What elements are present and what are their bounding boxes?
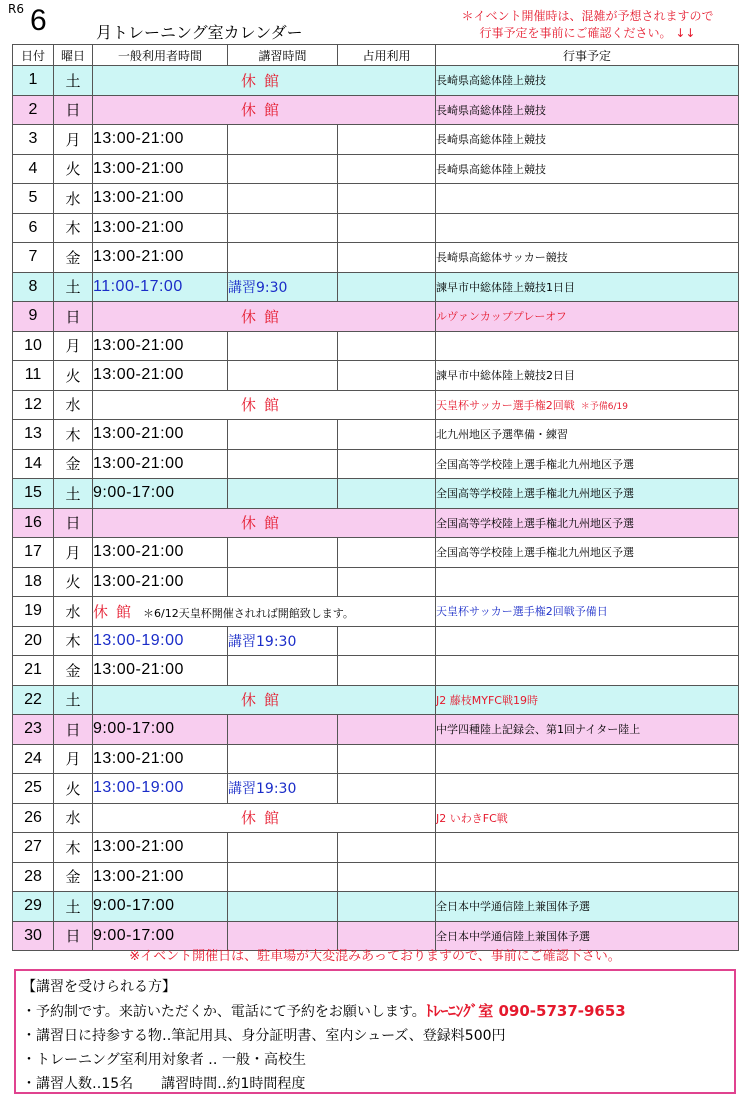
calendar-row — [13, 685, 739, 715]
col-header-general-hours: 一般利用者時間 — [93, 45, 228, 66]
date-cell: 1 — [13, 66, 54, 96]
calendar-table — [12, 44, 739, 951]
date-cell: 8 — [13, 272, 54, 302]
weekday-cell: 火 — [54, 361, 93, 391]
date-cell: 7 — [13, 243, 54, 273]
weekday-cell: 火 — [54, 774, 93, 804]
event-text: 中学四種陸上記録会、第1回ナイター陸上 — [436, 723, 641, 737]
date-cell: 21 — [13, 656, 54, 686]
weekday-cell: 月 — [54, 538, 93, 568]
general-hours-cell: 13:00-21:00 — [93, 744, 228, 774]
general-hours-cell: 13:00-21:00 — [93, 125, 228, 155]
calendar-row — [13, 715, 739, 745]
closed-cell: 休館 — [93, 95, 436, 125]
exclusive-use-cell — [338, 361, 436, 391]
exclusive-use-cell — [338, 774, 436, 804]
date-cell: 10 — [13, 331, 54, 361]
event-text: 天皇杯サッカー選手権2回戦予備日 — [436, 605, 608, 619]
era-label: R6 — [8, 2, 24, 16]
calendar-row — [13, 774, 739, 804]
event-text: 全国高等学校陸上選手権北九州地区予選 — [436, 546, 634, 560]
lecture-hours-cell — [228, 125, 338, 155]
calendar-row — [13, 184, 739, 214]
col-header-weekday: 曜日 — [54, 45, 93, 66]
lecture-hours-cell: 講習9:30 — [228, 272, 338, 302]
exclusive-use-cell — [338, 213, 436, 243]
closed-cell: 休館 — [93, 302, 436, 332]
exclusive-use-cell — [338, 833, 436, 863]
event-cell — [436, 449, 739, 479]
general-hours-cell: 13:00-21:00 — [93, 833, 228, 863]
weekday-cell: 金 — [54, 656, 93, 686]
calendar-row — [13, 125, 739, 155]
event-text: 全国高等学校陸上選手権北九州地区予選 — [436, 487, 634, 501]
general-hours-cell: 13:00-19:00 — [93, 626, 228, 656]
calendar-body — [13, 66, 739, 951]
exclusive-use-cell — [338, 125, 436, 155]
lecture-hours-cell: 講習19:30 — [228, 626, 338, 656]
calendar-row — [13, 213, 739, 243]
info-title: 【講習を受けられる方】 — [22, 979, 176, 995]
event-cell — [436, 213, 739, 243]
calendar-header-row — [13, 45, 739, 66]
event-cell — [436, 95, 739, 125]
event-text: ルヴァンカッププレーオフ — [436, 310, 567, 324]
event-cell — [436, 66, 739, 96]
calendar-row — [13, 508, 739, 538]
date-cell: 17 — [13, 538, 54, 568]
general-hours-cell: 9:00-17:00 — [93, 921, 228, 951]
lecture-info-box — [14, 969, 736, 1094]
calendar-row — [13, 331, 739, 361]
lecture-hours-cell — [228, 243, 338, 273]
calendar-row — [13, 479, 739, 509]
date-cell: 28 — [13, 862, 54, 892]
general-hours-cell: 13:00-19:00 — [93, 774, 228, 804]
event-text: 全国高等学校陸上選手権北九州地区予選 — [436, 516, 634, 530]
event-cell — [436, 243, 739, 273]
lecture-hours-cell — [228, 184, 338, 214]
calendar-row — [13, 449, 739, 479]
lecture-hours-cell — [228, 331, 338, 361]
col-header-exclusive-use: 占用利用 — [338, 45, 436, 66]
event-text: 長崎県高総体陸上競技 — [436, 133, 546, 147]
lecture-hours-cell — [228, 420, 338, 450]
calendar-row — [13, 390, 739, 420]
event-cell — [436, 272, 739, 302]
general-hours-cell: 9:00-17:00 — [93, 892, 228, 922]
closed-cell: 休館 — [93, 685, 436, 715]
weekday-cell: 土 — [54, 479, 93, 509]
calendar-row — [13, 538, 739, 568]
weekday-cell: 水 — [54, 390, 93, 420]
event-cell — [436, 390, 739, 420]
date-cell: 25 — [13, 774, 54, 804]
event-text: 諫早市中総体陸上競技2日目 — [436, 369, 575, 383]
calendar-row — [13, 361, 739, 391]
event-text: J2 いわきFC戦 — [436, 811, 508, 825]
date-cell: 18 — [13, 567, 54, 597]
general-hours-cell: 13:00-21:00 — [93, 567, 228, 597]
general-hours-cell: 13:00-21:00 — [93, 538, 228, 568]
event-cell — [436, 125, 739, 155]
parking-note: ※イベント開催日は、駐車場が大変混みあっておりますので、事前にご確認下さい。 — [129, 949, 621, 964]
lecture-hours-cell — [228, 361, 338, 391]
weekday-cell: 木 — [54, 626, 93, 656]
calendar-row — [13, 803, 739, 833]
weekday-cell: 金 — [54, 449, 93, 479]
exclusive-use-cell — [338, 272, 436, 302]
exclusive-use-cell — [338, 744, 436, 774]
info-line-items: ・講習日に持参する物‥筆記用具、身分証明書、室内シューズ、登録料500円 — [22, 1028, 506, 1044]
event-cell — [436, 597, 739, 627]
weekday-cell: 月 — [54, 125, 93, 155]
phone-number[interactable]: ﾄﾚｰﾆﾝｸﾞ室 090-5737-9653 — [425, 1002, 626, 1020]
general-hours-cell: 13:00-21:00 — [93, 213, 228, 243]
calendar-row — [13, 626, 739, 656]
general-hours-cell: 13:00-21:00 — [93, 331, 228, 361]
lecture-hours-cell — [228, 715, 338, 745]
lecture-hours-cell — [228, 479, 338, 509]
calendar-row — [13, 66, 739, 96]
general-hours-cell: 9:00-17:00 — [93, 715, 228, 745]
date-cell: 9 — [13, 302, 54, 332]
calendar-row — [13, 243, 739, 273]
weekday-cell: 日 — [54, 95, 93, 125]
page-title: 月トレーニング室カレンダー — [96, 23, 303, 42]
event-cell — [436, 803, 739, 833]
event-text: 長崎県高総体陸上競技 — [436, 103, 546, 117]
event-cell — [436, 892, 739, 922]
date-cell: 19 — [13, 597, 54, 627]
closed-cell: 休館 — [93, 390, 436, 420]
date-cell: 3 — [13, 125, 54, 155]
event-notice-line1: ＊イベント開催時は、混雑が予想されますので — [461, 9, 714, 23]
weekday-cell: 水 — [54, 184, 93, 214]
date-cell: 13 — [13, 420, 54, 450]
weekday-cell: 水 — [54, 597, 93, 627]
event-cell — [436, 302, 739, 332]
calendar-row — [13, 420, 739, 450]
event-text: 全日本中学通信陸上兼国体予選 — [436, 900, 590, 914]
exclusive-use-cell — [338, 331, 436, 361]
event-cell — [436, 184, 739, 214]
event-cell — [436, 508, 739, 538]
col-header-date: 日付 — [13, 45, 54, 66]
weekday-cell: 月 — [54, 744, 93, 774]
weekday-cell: 金 — [54, 862, 93, 892]
event-text: 全日本中学通信陸上兼国体予選 — [436, 929, 590, 943]
closed-cell: 休館 — [93, 66, 436, 96]
weekday-cell: 木 — [54, 213, 93, 243]
exclusive-use-cell — [338, 420, 436, 450]
general-hours-cell: 13:00-21:00 — [93, 154, 228, 184]
event-text: 諫早市中総体陸上競技1日目 — [436, 280, 575, 294]
exclusive-use-cell — [338, 862, 436, 892]
calendar-row — [13, 892, 739, 922]
calendar-row — [13, 95, 739, 125]
exclusive-use-cell — [338, 184, 436, 214]
calendar-row — [13, 154, 739, 184]
closed-note-text: ＊6/12天皇杯開催されれば開館致します。 — [143, 606, 354, 620]
weekday-cell: 土 — [54, 66, 93, 96]
event-text: 北九州地区予選準備・練習 — [436, 428, 568, 442]
weekday-cell: 火 — [54, 154, 93, 184]
event-text: J2 藤枝MYFC戦19時 — [436, 693, 538, 707]
weekday-cell: 火 — [54, 567, 93, 597]
event-cell — [436, 833, 739, 863]
event-notice — [430, 8, 745, 42]
date-cell: 16 — [13, 508, 54, 538]
event-cell — [436, 715, 739, 745]
date-cell: 30 — [13, 921, 54, 951]
weekday-cell: 日 — [54, 921, 93, 951]
general-hours-cell: 11:00-17:00 — [93, 272, 228, 302]
general-hours-cell: 13:00-21:00 — [93, 862, 228, 892]
weekday-cell: 金 — [54, 243, 93, 273]
weekday-cell: 木 — [54, 833, 93, 863]
calendar-row — [13, 744, 739, 774]
exclusive-use-cell — [338, 538, 436, 568]
event-cell — [436, 656, 739, 686]
info-line-reservation — [22, 999, 728, 1024]
event-text: 天皇杯サッカー選手権2回戦 — [436, 398, 575, 412]
event-cell — [436, 154, 739, 184]
calendar-row — [13, 862, 739, 892]
calendar-row — [13, 597, 739, 627]
event-cell — [436, 862, 739, 892]
info-line-capacity: ・講習人数‥15名 講習時間‥約1時間程度 — [22, 1076, 306, 1092]
event-cell — [436, 420, 739, 450]
event-cell — [436, 626, 739, 656]
event-text: 全国高等学校陸上選手権北九州地区予選 — [436, 457, 634, 471]
exclusive-use-cell — [338, 479, 436, 509]
general-hours-cell: 13:00-21:00 — [93, 361, 228, 391]
date-cell: 2 — [13, 95, 54, 125]
date-cell: 22 — [13, 685, 54, 715]
event-note: ＊予備6/19 — [580, 401, 628, 412]
event-text: 長崎県高総体陸上競技 — [436, 74, 546, 88]
calendar-row — [13, 302, 739, 332]
exclusive-use-cell — [338, 449, 436, 479]
date-cell: 12 — [13, 390, 54, 420]
event-cell — [436, 744, 739, 774]
general-hours-cell: 13:00-21:00 — [93, 656, 228, 686]
general-hours-cell: 13:00-21:00 — [93, 184, 228, 214]
lecture-hours-cell — [228, 567, 338, 597]
date-cell: 11 — [13, 361, 54, 391]
weekday-cell: 土 — [54, 685, 93, 715]
calendar-row — [13, 272, 739, 302]
info-reservation-text: ・予約制です。来訪いただくか、電話にて予約をお願いします。 — [22, 1004, 426, 1020]
date-cell: 6 — [13, 213, 54, 243]
lecture-hours-cell — [228, 154, 338, 184]
event-cell — [436, 567, 739, 597]
lecture-hours-cell: 講習19:30 — [228, 774, 338, 804]
col-header-events: 行事予定 — [436, 45, 739, 66]
calendar-row — [13, 656, 739, 686]
exclusive-use-cell — [338, 715, 436, 745]
date-cell: 27 — [13, 833, 54, 863]
exclusive-use-cell — [338, 656, 436, 686]
event-cell — [436, 331, 739, 361]
event-notice-line2: 行事予定を事前にご確認ください。 ↓↓ — [479, 26, 696, 40]
calendar-row — [13, 567, 739, 597]
event-cell — [436, 774, 739, 804]
weekday-cell: 日 — [54, 715, 93, 745]
date-cell: 4 — [13, 154, 54, 184]
weekday-cell: 木 — [54, 420, 93, 450]
general-hours-cell: 13:00-21:00 — [93, 420, 228, 450]
exclusive-use-cell — [338, 626, 436, 656]
exclusive-use-cell — [338, 567, 436, 597]
date-cell: 15 — [13, 479, 54, 509]
exclusive-use-cell — [338, 154, 436, 184]
event-cell — [436, 685, 739, 715]
month-number: 6 — [30, 4, 47, 37]
event-text: 長崎県高総体サッカー競技 — [436, 251, 568, 265]
date-cell: 26 — [13, 803, 54, 833]
date-cell: 29 — [13, 892, 54, 922]
col-header-lecture-hours: 講習時間 — [228, 45, 338, 66]
weekday-cell: 水 — [54, 803, 93, 833]
date-cell: 23 — [13, 715, 54, 745]
exclusive-use-cell — [338, 243, 436, 273]
date-cell: 24 — [13, 744, 54, 774]
date-cell: 14 — [13, 449, 54, 479]
event-text: 長崎県高総体陸上競技 — [436, 162, 546, 176]
date-cell: 5 — [13, 184, 54, 214]
lecture-hours-cell — [228, 449, 338, 479]
lecture-hours-cell — [228, 538, 338, 568]
exclusive-use-cell — [338, 892, 436, 922]
weekday-cell: 土 — [54, 892, 93, 922]
weekday-cell: 月 — [54, 331, 93, 361]
event-cell — [436, 361, 739, 391]
weekday-cell: 日 — [54, 302, 93, 332]
general-hours-cell: 13:00-21:00 — [93, 449, 228, 479]
lecture-hours-cell — [228, 892, 338, 922]
lecture-hours-cell — [228, 656, 338, 686]
date-cell: 20 — [13, 626, 54, 656]
general-hours-cell: 13:00-21:00 — [93, 243, 228, 273]
weekday-cell: 日 — [54, 508, 93, 538]
event-cell — [436, 479, 739, 509]
lecture-hours-cell — [228, 833, 338, 863]
closed-cell: 休館 — [93, 508, 436, 538]
info-line-eligibility: ・トレーニング室利用対象者 ‥ 一般・高校生 — [22, 1052, 306, 1068]
general-hours-cell: 9:00-17:00 — [93, 479, 228, 509]
lecture-hours-cell — [228, 744, 338, 774]
weekday-cell: 土 — [54, 272, 93, 302]
lecture-hours-cell — [228, 213, 338, 243]
closed-cell: 休館 — [93, 803, 436, 833]
event-cell — [436, 538, 739, 568]
lecture-hours-cell — [228, 862, 338, 892]
calendar-row — [13, 833, 739, 863]
closed-cell — [93, 597, 436, 627]
closed-label: 休館 — [93, 602, 140, 621]
